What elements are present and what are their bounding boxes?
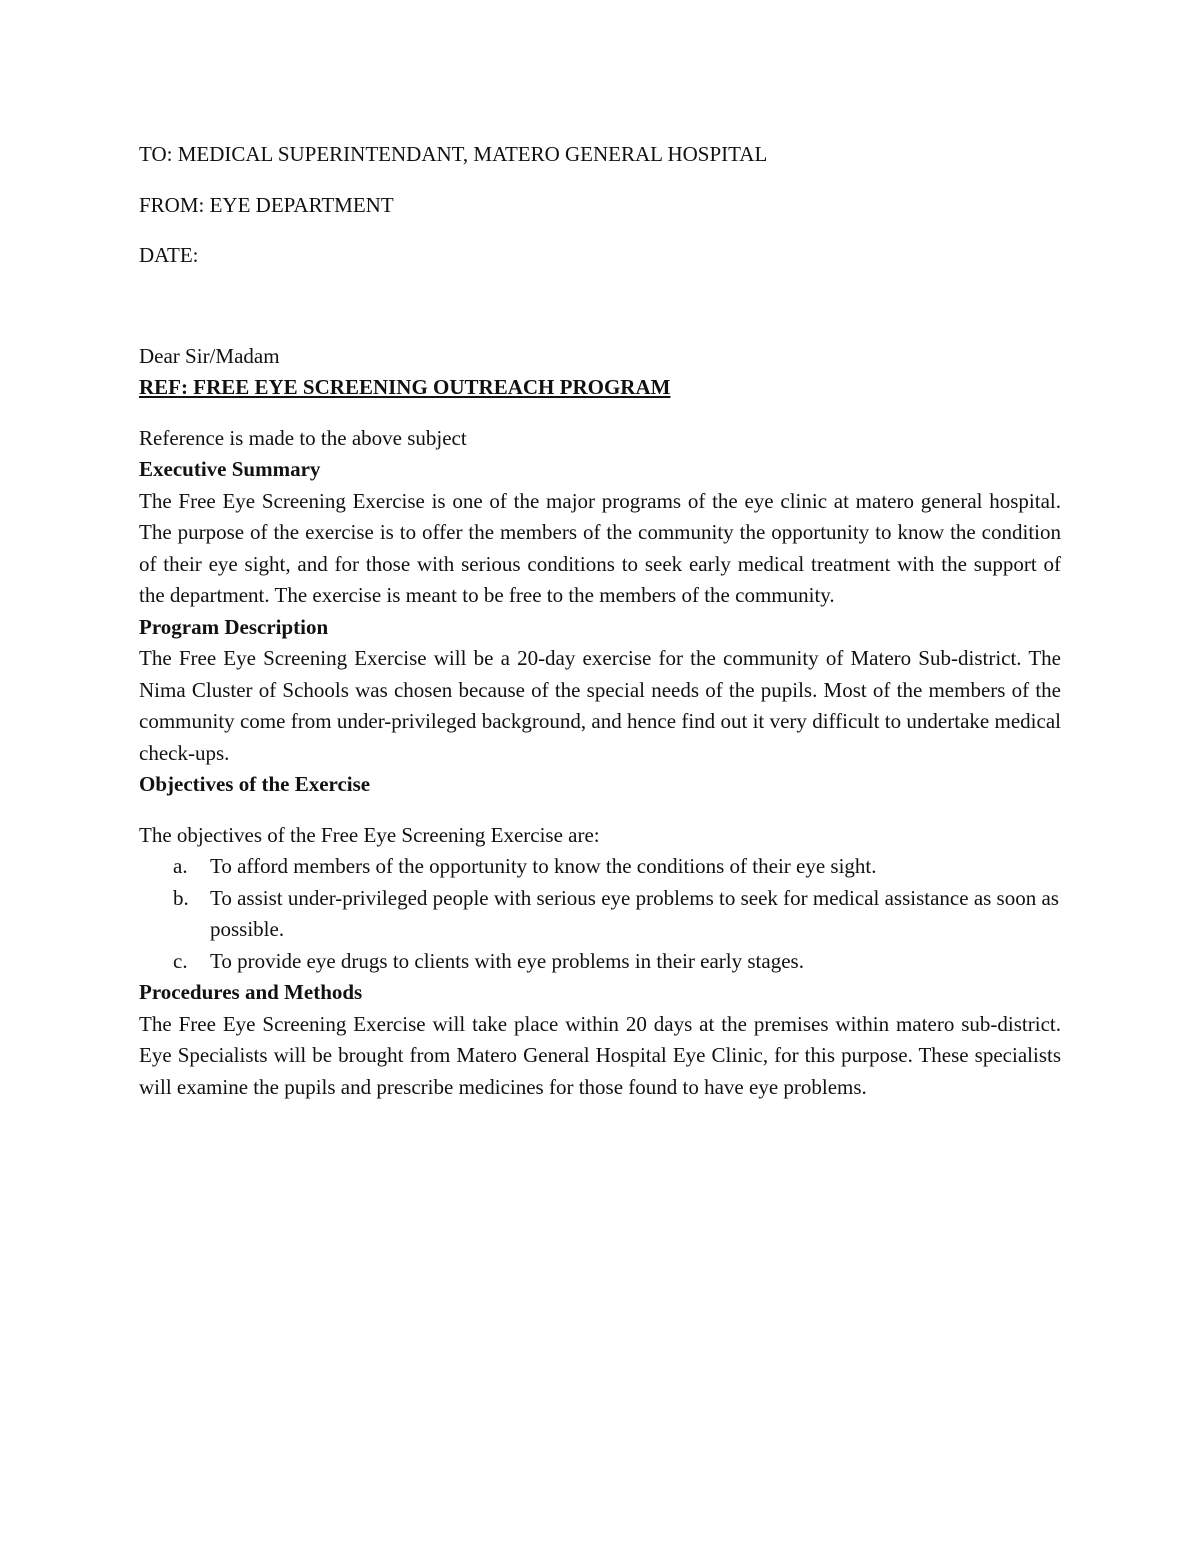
list-marker: a.: [173, 854, 188, 878]
salutation: Dear Sir/Madam: [139, 343, 280, 368]
list-item-text: To afford members of the opportunity to know the conditions of their eye sight.: [210, 854, 877, 878]
procedures-heading: Procedures and Methods: [139, 980, 363, 1004]
program-description-body: The Free Eye Screening Exercise will be a 20-day exercise for the community of Matero Sub-district. The Nima Cluster of Schools was chosen because of the special needs of the pupils. Most of the members of the community come from under-privileged background, and hence find out it very difficult to undertake medical check-ups.: [139, 646, 1061, 765]
date-line: DATE:: [139, 243, 199, 267]
intro-line: Reference is made to the above subject: [139, 425, 467, 450]
letter-body: [139, 139, 1061, 1103]
objectives-heading: Objectives of the Exercise: [139, 772, 371, 796]
executive-summary-body: The Free Eye Screening Exercise is one of the major programs of the eye clinic at matero general hospital. The purpose of the exercise is to offer the members of the community the opportunity to know the condition of their eye sight, and for those with serious conditions to seek early medical treatment with the support of the department. The exercise is meant to be free to the members of the community.: [139, 488, 1061, 607]
ref-line: REF: FREE EYE SCREENING OUTREACH PROGRAM: [139, 375, 671, 399]
from-line: FROM: EYE DEPARTMENT: [139, 192, 394, 217]
executive-summary-heading: Executive Summary: [139, 457, 321, 481]
list-marker: b.: [173, 885, 189, 910]
list-item: [139, 883, 1061, 946]
list-item: [139, 946, 1061, 978]
objectives-intro: The objectives of the Free Eye Screening Exercise are:: [139, 822, 600, 847]
objectives-list: [139, 851, 1061, 977]
list-item-text: To assist under-privileged people with serious eye problems to seek for medical assistance as soon as possible.: [210, 885, 1059, 941]
list-item-text: To provide eye drugs to clients with eye problems in their early stages.: [210, 948, 804, 973]
procedures-body: The Free Eye Screening Exercise will take place within 20 days at the premises within matero sub-district. Eye Specialists will be brought from Matero General Hospital Eye Clinic, for this purpose. These specialists will examine the pupils and prescribe medicines for those found to have eye problems.: [139, 1011, 1061, 1099]
to-line: TO: MEDICAL SUPERINTENDANT, MATERO GENERAL HOSPITAL: [139, 142, 768, 166]
list-item: [139, 851, 1061, 883]
program-description-heading: Program Description: [139, 614, 329, 639]
list-marker: c.: [173, 948, 188, 973]
